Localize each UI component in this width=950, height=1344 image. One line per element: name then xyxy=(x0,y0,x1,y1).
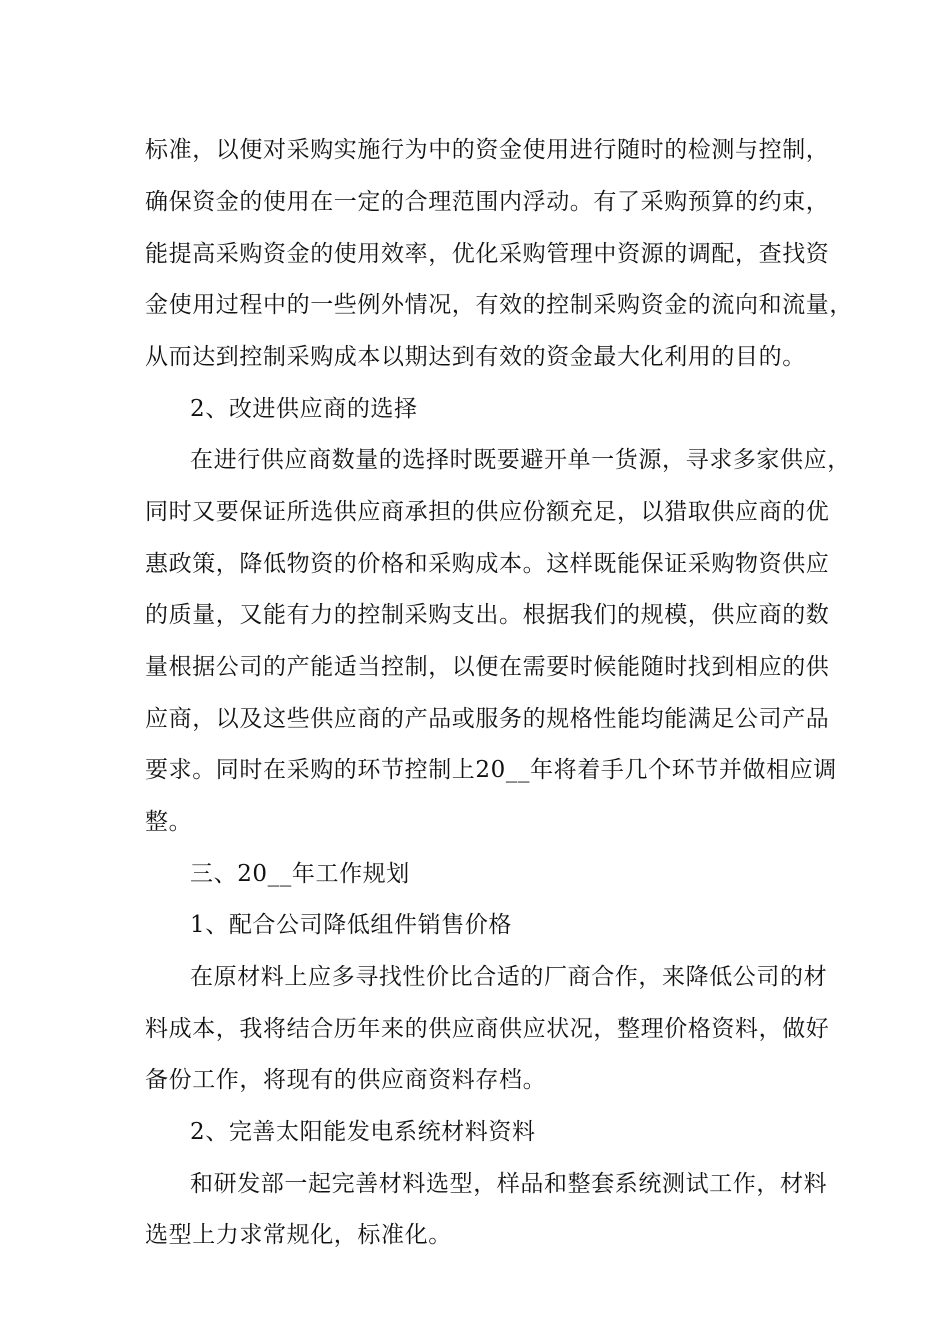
paragraph-line: 应商，以及这些供应商的产品或服务的规格性能均能满足公司产品 xyxy=(145,706,830,732)
paragraph-line: 和研发部一起完善材料选型，样品和整套系统测试工作，材料 xyxy=(190,1171,828,1197)
paragraph-line: 从而达到控制采购成本以期达到有效的资金最大化利用的目的。 xyxy=(145,344,806,370)
paragraph-line: 选型上力求常规化，标准化。 xyxy=(145,1222,452,1248)
paragraph-line: 金使用过程中的一些例外情况，有效的控制采购资金的流向和流量， xyxy=(145,292,853,318)
paragraph-line: 标准，以便对采购实施行为中的资金使用进行随时的检测与控制， xyxy=(145,137,830,163)
paragraph-line: 惠政策，降低物资的价格和采购成本。这样既能保证采购物资供应 xyxy=(145,551,830,577)
paragraph-line: 整。 xyxy=(145,809,193,835)
section-heading: 2、改进供应商的选择 xyxy=(190,396,418,422)
paragraph-line: 要求。同时在采购的环节控制上20__年将着手几个环节并做相应调 xyxy=(145,757,837,783)
section-heading: 三、20__年工作规划 xyxy=(190,861,410,887)
paragraph-line: 在原材料上应多寻找性价比合适的厂商合作，来降低公司的材 xyxy=(190,964,828,990)
section-heading: 1、配合公司降低组件销售价格 xyxy=(190,912,513,938)
section-heading: 2、完善太阳能发电系统材料资料 xyxy=(190,1119,536,1145)
paragraph-line: 在进行供应商数量的选择时既要避开单一货源，寻求多家供应， xyxy=(190,447,851,473)
paragraph-line: 同时又要保证所选供应商承担的供应份额充足，以猎取供应商的优 xyxy=(145,499,830,525)
paragraph-line: 料成本，我将结合历年来的供应商供应状况，整理价格资料，做好 xyxy=(145,1016,830,1042)
paragraph-line: 的质量，又能有力的控制采购支出。根据我们的规模，供应商的数 xyxy=(145,602,830,628)
paragraph-line: 备份工作，将现有的供应商资料存档。 xyxy=(145,1067,547,1093)
paragraph-line: 确保资金的使用在一定的合理范围内浮动。有了采购预算的约束， xyxy=(145,189,830,215)
paragraph-line: 量根据公司的产能适当控制，以便在需要时候能随时找到相应的供 xyxy=(145,654,830,680)
paragraph-line: 能提高采购资金的使用效率，优化采购管理中资源的调配，查找资 xyxy=(145,241,830,267)
